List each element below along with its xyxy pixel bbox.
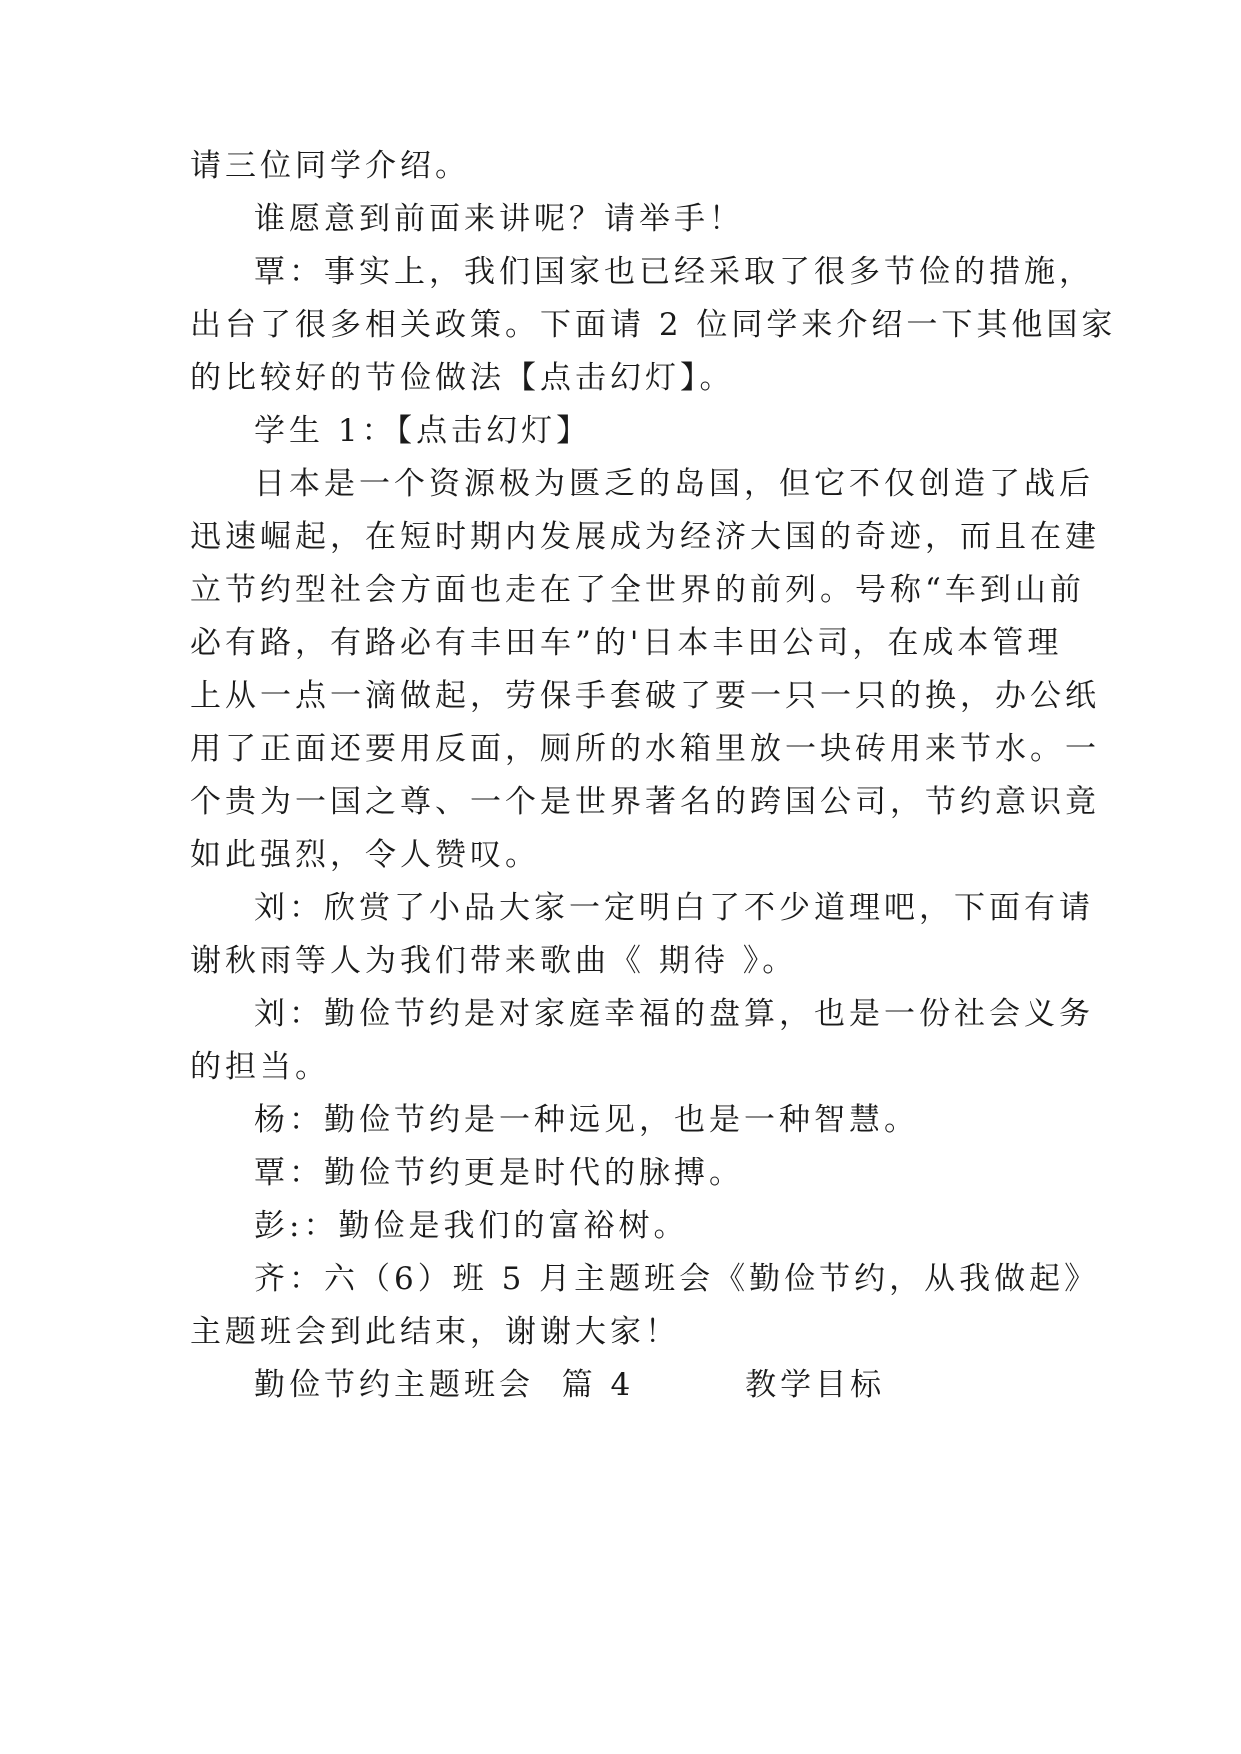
text-line: 谁愿意到前面来讲呢？请举手！ <box>254 201 744 237</box>
text-line: 谢秋雨等人为我们带来歌曲《 期待 》。 <box>190 943 798 979</box>
text-line: 用了正面还要用反面，厕所的水箱里放一块砖用来节水。一 <box>190 731 1100 767</box>
text-line: 杨：勤俭节约是一种远见，也是一种智慧。 <box>254 1102 919 1138</box>
text-line: 的比较好的节俭做法【点击幻灯】。 <box>190 360 735 396</box>
text-line: 必有路，有路必有丰田车”的'日本丰田公司，在成本管理 <box>190 625 1063 661</box>
text-line: 迅速崛起，在短时期内发展成为经济大国的奇迹，而且在建 <box>190 519 1100 555</box>
text-line: 主题班会到此结束，谢谢大家！ <box>190 1314 680 1350</box>
text-line: 覃：勤俭节约更是时代的脉搏。 <box>254 1155 744 1191</box>
text-line: 日本是一个资源极为匮乏的岛国，但它不仅创造了战后 <box>254 466 1094 502</box>
text-line: 请三位同学介绍。 <box>190 148 470 184</box>
text-line: 覃：事实上，我们国家也已经采取了很多节俭的措施， <box>254 254 1094 290</box>
text-line: 上从一点一滴做起，劳保手套破了要一只一只的换，办公纸 <box>190 678 1100 714</box>
text-line: 如此强烈，令人赞叹。 <box>190 837 540 873</box>
text-line: 刘：勤俭节约是对家庭幸福的盘算，也是一份社会义务 <box>254 996 1094 1032</box>
text-line: 的担当。 <box>190 1049 330 1085</box>
text-line: 个贵为一国之尊、一个是世界著名的跨国公司，节约意识竟 <box>190 784 1100 820</box>
text-line: 刘：欣赏了小品大家一定明白了不少道理吧，下面有请 <box>254 890 1094 926</box>
text-line: 彭:：勤俭是我们的富裕树。 <box>254 1208 689 1244</box>
text-line: 齐：六（6）班 5 月主题班会《勤俭节约，从我做起》 <box>254 1261 1100 1297</box>
section-heading: 勤俭节约主题班会 篇 4 教学目标 <box>254 1367 886 1403</box>
text-line: 学生 1：【点击幻灯】 <box>254 413 592 449</box>
text-line: 立节约型社会方面也走在了全世界的前列。号称“车到山前 <box>190 572 1085 608</box>
text-line: 出台了很多相关政策。下面请 2 位同学来介绍一下其他国家 <box>190 307 1117 343</box>
